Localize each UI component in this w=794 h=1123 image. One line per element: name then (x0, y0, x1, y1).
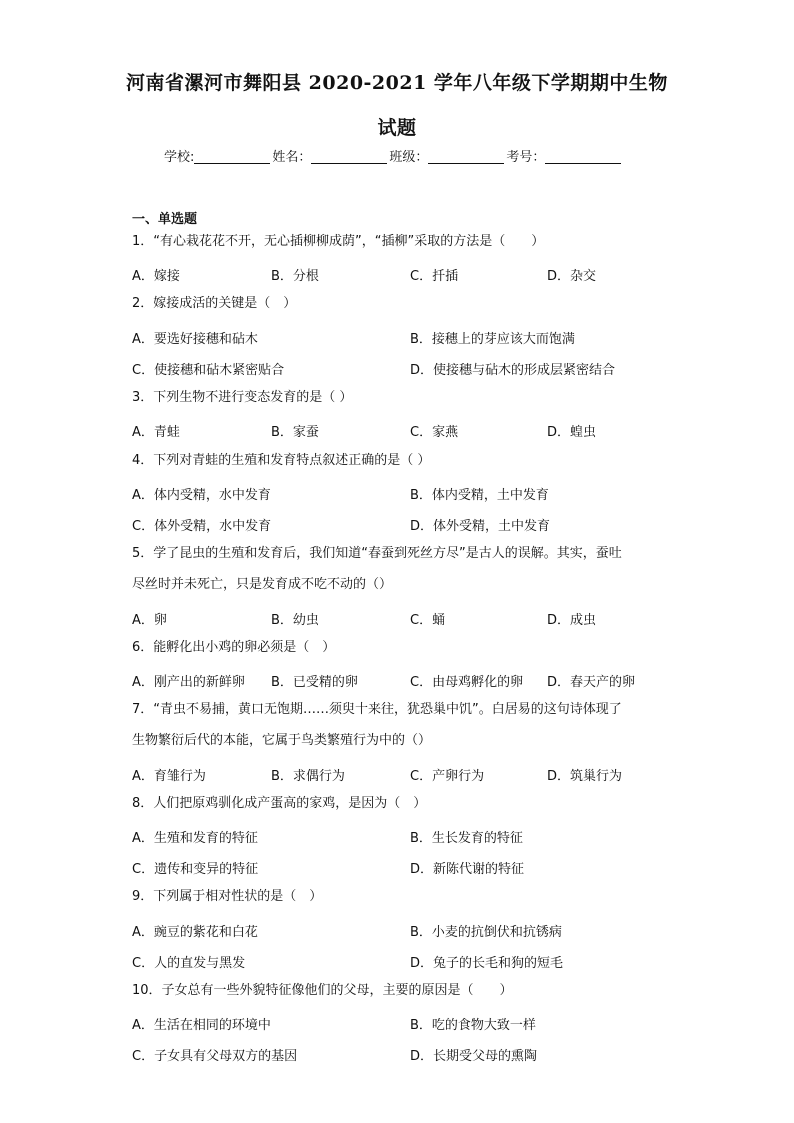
option: C．遗传和变异的特征 (132, 862, 259, 877)
option: D．成虫 (547, 613, 597, 628)
option: D．筑巢行为 (547, 769, 623, 784)
class-label: 班级： (389, 150, 429, 165)
option: D．新陈代谢的特征 (410, 862, 525, 877)
option-row (132, 921, 672, 941)
question-stem: 6．能孵化出小鸡的卵必须是（ ） (132, 640, 336, 655)
question-stem: 1．“有心栽花花不开，无心插柳柳成荫”，“插柳”采取的方法是（ ） (132, 234, 545, 249)
option: B．体内受精，土中发育 (410, 488, 549, 503)
option: A．要选好接穗和砧木 (132, 332, 258, 347)
option-row (132, 328, 672, 348)
option-row (132, 421, 672, 441)
option: A．青蛙 (132, 425, 180, 440)
school-label: 学校: (164, 150, 195, 165)
question-stem: 7．“青虫不易捕，黄口无饱期……须臾十来往，犹恐巢中饥”。白居易的这句诗体现了 (132, 702, 622, 717)
question-stem: 10．子女总有一些外貌特征像他们的父母，主要的原因是（ ） (132, 983, 513, 998)
exam-number-blank[interactable] (545, 149, 621, 164)
option-row (132, 858, 672, 878)
section-title: 一、单选题 (132, 212, 198, 227)
option: D．体外受精，土中发育 (410, 519, 551, 534)
option: B．吃的食物大致一样 (410, 1018, 536, 1033)
option: D．兔子的长毛和狗的短毛 (410, 956, 564, 971)
option-row (132, 359, 672, 379)
option: A．体内受精，水中发育 (132, 488, 271, 503)
option: C．蛹 (410, 613, 446, 628)
option: C．由母鸡孵化的卵 (410, 675, 524, 690)
option: A．豌豆的紫花和白花 (132, 925, 258, 940)
option-row (132, 609, 672, 629)
option: C．子女具有父母双方的基因 (132, 1049, 298, 1064)
option: A．生殖和发育的特征 (132, 831, 258, 846)
option: B．接穗上的芽应该大而饱满 (410, 332, 575, 347)
option-row (132, 515, 672, 535)
option: A．育雏行为 (132, 769, 206, 784)
question-stem: 5．学了昆虫的生殖和发育后，我们知道“春蚕到死丝方尽”是古人的误解。其实，蚕吐 (132, 546, 622, 561)
option-row (132, 765, 672, 785)
option: A．刚产出的新鲜卵 (132, 675, 245, 690)
question-stem: 3．下列生物不进行变态发育的是（ ） (132, 390, 353, 405)
option: B．家蚕 (271, 425, 319, 440)
name-label: 姓名： (272, 150, 312, 165)
option: C．产卵行为 (410, 769, 485, 784)
option: A．生活在相同的环境中 (132, 1018, 271, 1033)
option: B．分根 (271, 269, 319, 284)
option: D．蝗虫 (547, 425, 597, 440)
option: D．春天产的卵 (547, 675, 636, 690)
question-stem-cont: 生物繁衍后代的本能，它属于鸟类繁殖行为中的（） (132, 733, 432, 748)
question-stem: 8．人们把原鸡驯化成产蛋高的家鸡，是因为（ ） (132, 796, 427, 811)
option: C．人的直发与黑发 (132, 956, 246, 971)
question-stem: 9．下列属于相对性状的是（ ） (132, 889, 323, 904)
name-blank[interactable] (311, 149, 387, 164)
school-blank[interactable] (194, 149, 270, 164)
option-row (132, 265, 672, 285)
option: C．使接穗和砧木紧密贴合 (132, 363, 285, 378)
option-row (132, 671, 672, 691)
student-info-line (164, 146, 623, 165)
option: A．嫁接 (132, 269, 180, 284)
question-stem-cont: 尽丝时并未死亡，只是发育成不吃不动的（） (132, 577, 393, 592)
option: C．家燕 (410, 425, 459, 440)
option-row (132, 484, 672, 504)
option-row (132, 1045, 672, 1065)
option-row (132, 952, 672, 972)
option: C．体外受精，水中发育 (132, 519, 272, 534)
option: B．已受精的卵 (271, 675, 358, 690)
exam-title: 河南省漯河市舞阳县 2020-2021 学年八年级下学期期中生物 (126, 72, 668, 94)
exam-title-cont: 试题 (377, 117, 417, 139)
option-row (132, 1014, 672, 1034)
option: D．长期受父母的熏陶 (410, 1049, 538, 1064)
option-row (132, 827, 672, 847)
option: D．杂交 (547, 269, 597, 284)
class-blank[interactable] (428, 149, 504, 164)
exam-number-label: 考号： (506, 150, 546, 165)
question-stem: 4．下列对青蛙的生殖和发育特点叙述正确的是（ ） (132, 453, 431, 468)
option: A．卵 (132, 613, 167, 628)
option: C．扦插 (410, 269, 459, 284)
question-stem: 2．嫁接成活的关键是（ ） (132, 296, 297, 311)
option: D．使接穗与砧木的形成层紧密结合 (410, 363, 616, 378)
option: B．生长发育的特征 (410, 831, 523, 846)
option: B．幼虫 (271, 613, 319, 628)
option: B．求偶行为 (271, 769, 345, 784)
option: B．小麦的抗倒伏和抗锈病 (410, 925, 562, 940)
